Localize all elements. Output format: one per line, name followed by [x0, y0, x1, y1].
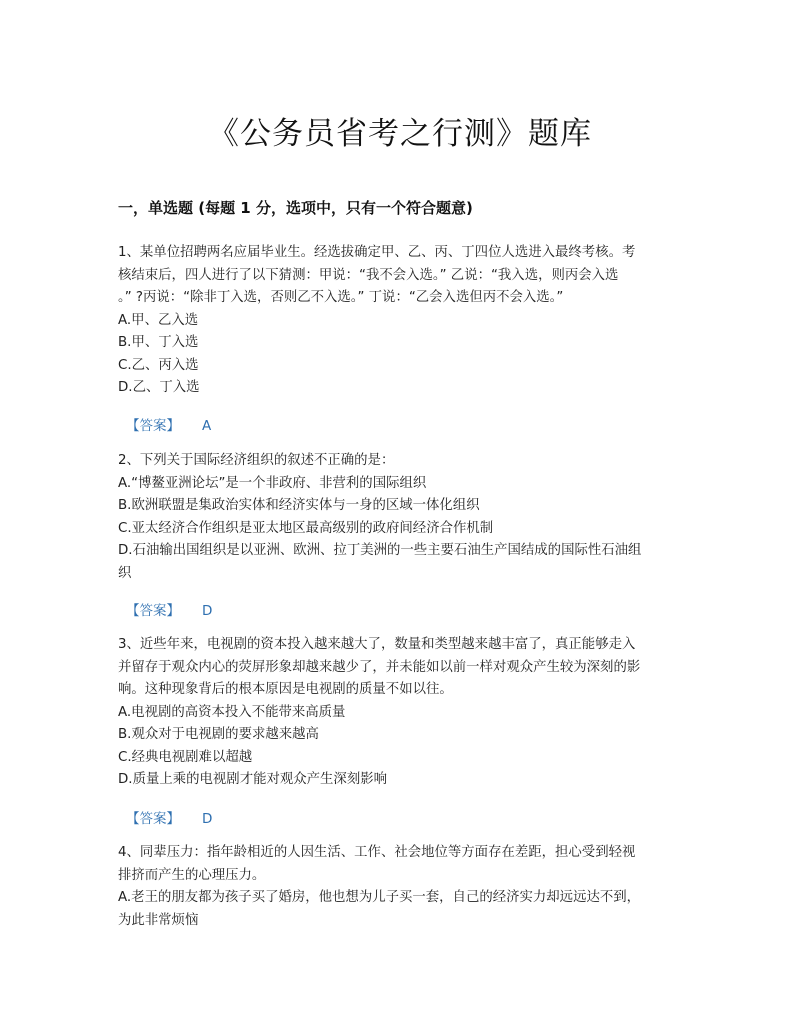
option-a: A.电视剧的高资本投入不能带来高质量 — [118, 704, 346, 720]
question-stem-line: 2、下列关于国际经济组织的叙述不正确的是： — [118, 453, 395, 468]
answer-label: 【答案】 — [126, 418, 180, 434]
option-d: D.质量上乘的电视剧才能对观众产生深刻影响 — [118, 772, 387, 787]
question-stem-line: 1、某单位招聘两名应届毕业生。经选拔确定甲、乙、丙、丁四位人选进入最终考核。考 — [118, 245, 636, 260]
option-a: A.“博鳌亚洲论坛”是一个非政府、非营利的国际组织 — [118, 475, 427, 491]
question-stem-line: 3、近些年来，电视剧的资本投入越来越大了，数量和类型越来越丰富了，真正能够走入 — [118, 637, 636, 652]
option-c: C.乙、丙入选 — [118, 357, 199, 373]
option-d: D.乙、丁入选 — [118, 380, 200, 395]
option-d-continued: 织 — [118, 565, 132, 581]
question-3 — [118, 634, 684, 792]
answer-value: D — [202, 603, 213, 619]
question-stem-line: 排挤而产生的心理压力。 — [118, 867, 266, 883]
option-b: B.甲、丁入选 — [118, 335, 199, 350]
answer-1 — [126, 414, 211, 434]
answer-label: 【答案】 — [126, 811, 180, 827]
answer-3 — [126, 807, 212, 827]
answer-2 — [126, 599, 212, 619]
answer-value: D — [202, 811, 213, 827]
option-a-continued: 为此非常烦恼 — [118, 912, 199, 928]
question-stem-line: 。” ?丙说：“除非丁入选，否则乙不入选。” 丁说：“乙会入选但丙不会入选。” — [118, 290, 564, 305]
option-b: B.观众对于电视剧的要求越来越高 — [118, 727, 319, 742]
page-title: 《公务员省考之行测》题库 — [208, 116, 592, 152]
option-a: A.甲、乙入选 — [118, 312, 199, 328]
question-stem-line: 并留存于观众内心的荧屏形象却越来越少了，并未能如以前一样对观众产生较为深刻的影 — [118, 659, 641, 675]
question-stem-line: 4、同辈压力：指年龄相近的人因生活、工作、社会地位等方面存在差距，担心受到轻视 — [118, 845, 636, 860]
option-c: C.亚太经济合作组织是亚太地区最高级别的政府间经济合作机制 — [118, 520, 494, 536]
question-1 — [118, 242, 684, 400]
question-stem-line: 核结束后，四人进行了以下猜测：甲说：“我不会入选。” 乙说：“我入选，则丙会入选 — [118, 267, 619, 283]
question-4 — [118, 842, 684, 932]
question-2 — [118, 450, 684, 585]
question-stem-line: 响。这种现象背后的根本原因是电视剧的质量不如以往。 — [118, 682, 453, 697]
option-b: B.欧洲联盟是集政治实体和经济实体与一身的区域一体化组织 — [118, 498, 480, 513]
option-d: D.石油输出国组织是以亚洲、欧洲、拉丁美洲的一些主要石油生产国结成的国际性石油组 — [118, 543, 642, 558]
section-heading: 一，单选题 (每题 1 分，选项中，只有一个符合题意) — [118, 199, 473, 217]
answer-label: 【答案】 — [126, 603, 180, 619]
option-a: A.老王的朋友都为孩子买了婚房，他也想为儿子买一套，自己的经济实力却远远达不到， — [118, 890, 641, 905]
option-c: C.经典电视剧难以超越 — [118, 749, 253, 765]
answer-value: A — [202, 418, 212, 434]
